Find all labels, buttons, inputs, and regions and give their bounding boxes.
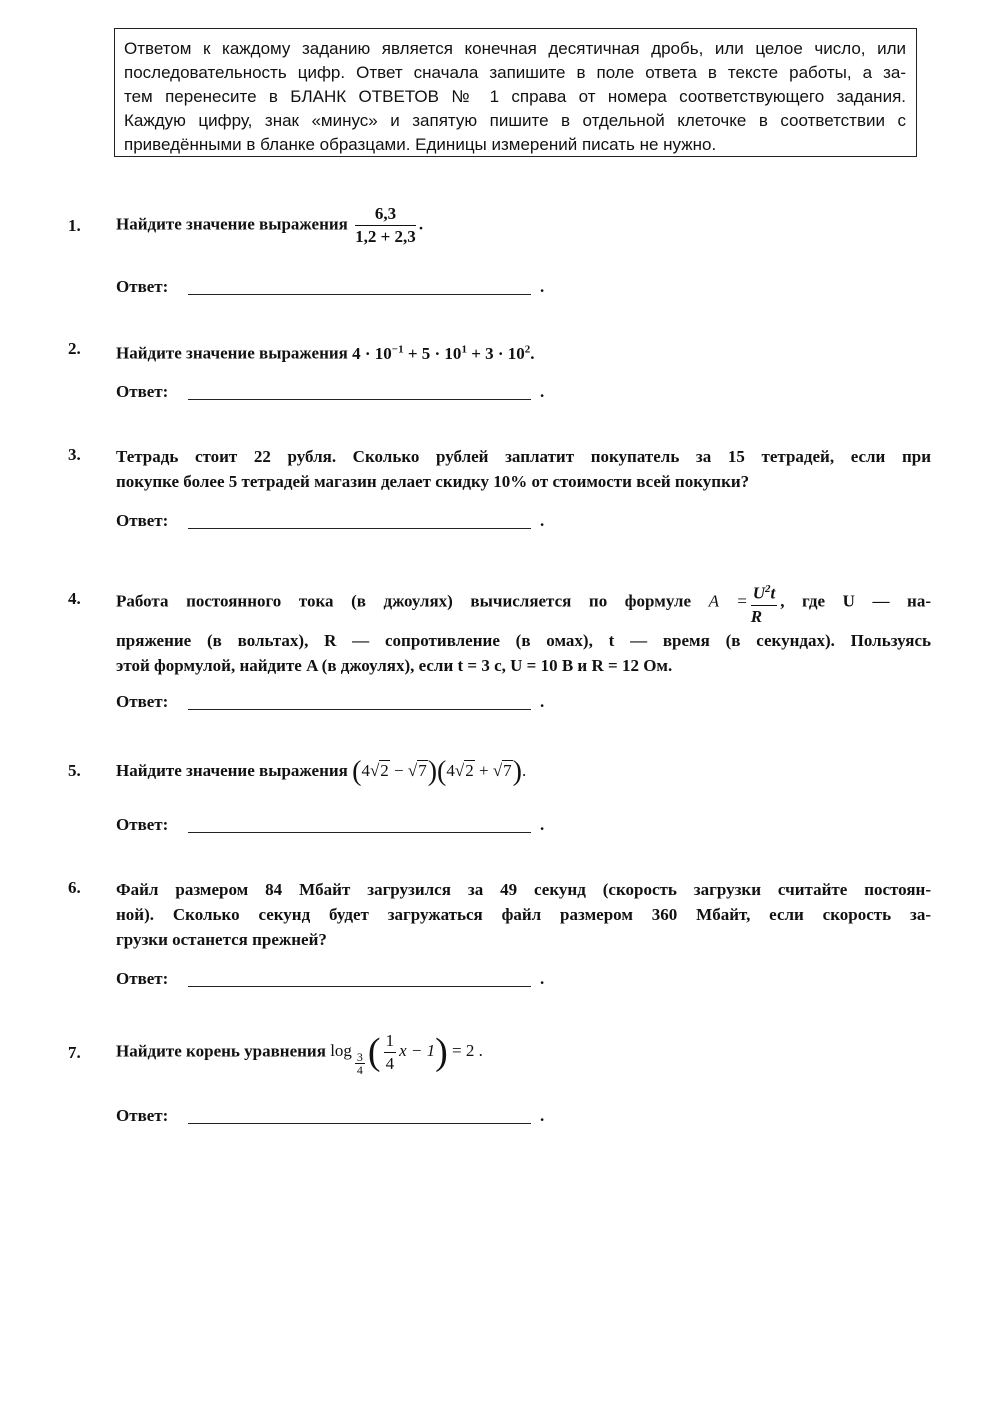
inner-denominator: 4 [385, 1054, 395, 1073]
log-fn: log [330, 1041, 352, 1061]
task-text: Найдите корень уравнения [116, 1041, 326, 1061]
paren: ( [352, 756, 362, 788]
expr-part: − [389, 761, 408, 780]
log-base-denominator: 4 [356, 1063, 363, 1078]
paren: )( [427, 756, 447, 788]
expr-part: 4 [361, 761, 370, 780]
answer-field[interactable] [116, 815, 545, 835]
task-line [116, 578, 931, 628]
paren: ( [367, 1031, 381, 1074]
answer-field[interactable] [116, 382, 545, 402]
task-line: пряжение (в вольтах), R — сопротивление (в омах), t — время (в секундах). Пользуясь [116, 630, 931, 650]
formula-var: t [770, 583, 776, 603]
expr-part: + 5 · 10 [403, 343, 462, 363]
log-expression [330, 1031, 483, 1078]
formula-numerator [751, 578, 778, 606]
expression: (4√2 − √7)(4√2 + √7). [352, 756, 527, 788]
task-line: Файл размером 84 Мбайт загрузился за 49 секунд (скорость загрузки считайте постоян- [116, 880, 931, 899]
expression [352, 344, 534, 363]
task-line: Тетрадь стоит 22 рубля. Сколько рублей заплатит покупатель за 15 тетрадей, если при [116, 447, 931, 466]
formula-denominator: R [750, 606, 763, 626]
task-number: 4. [68, 589, 81, 608]
answer-end: . [540, 382, 545, 401]
answer-label: Ответ: [116, 815, 169, 834]
exponent: 2 [764, 583, 771, 595]
answer-line[interactable] [188, 709, 531, 710]
instructions-line: Ответом к каждому заданию является конечная десятичная дробь, или целое число, или [124, 39, 906, 58]
exponent: 2 [524, 343, 531, 355]
answer-line[interactable] [188, 1123, 531, 1124]
fraction-numerator: 6,3 [355, 203, 416, 226]
answer-field[interactable] [116, 511, 545, 531]
answer-line[interactable] [188, 528, 531, 529]
paren: ) [512, 756, 522, 788]
instructions-line: последовательность цифр. Ответ сначала запишите в поле ответа в тексте работы, а за- [124, 63, 906, 82]
answer-line[interactable] [188, 294, 531, 295]
answer-end: . [540, 692, 545, 711]
formula-lhs: A = [708, 591, 748, 611]
instructions-line: приведёнными в бланке образцами. Единицы измерений писать не нужно. [124, 135, 717, 154]
task-text: , где U — на- [780, 591, 931, 611]
task-line: покупке более 5 тетрадей магазин делает скидку 10% от стоимости всей покупки? [116, 472, 750, 491]
answer-label: Ответ: [116, 969, 169, 988]
task-number: 1. [68, 216, 81, 235]
instructions-box [114, 28, 917, 157]
task-question [116, 444, 931, 494]
log-base-numerator: 3 [356, 1050, 363, 1065]
answer-field[interactable] [116, 692, 545, 712]
task-text: Работа постоянного тока (в джоулях) вычисляется по формуле [116, 591, 691, 611]
task-line: грузки останется прежней? [116, 930, 327, 949]
fraction-denominator: 1,2 + 2,3 [355, 227, 416, 246]
answer-field[interactable] [116, 1106, 545, 1126]
answer-end: . [540, 511, 545, 530]
log-base [355, 1051, 365, 1076]
expr-part: . [530, 343, 535, 363]
answer-end: . [540, 815, 545, 834]
task-question [116, 756, 931, 788]
formula-fraction [751, 578, 778, 628]
task-question [116, 877, 931, 952]
answer-label: Ответ: [116, 277, 169, 296]
task-number: 6. [68, 878, 81, 897]
task-line: ной). Сколько секунд будет загружаться файл размером 360 Мбайт, если скорость за- [116, 905, 931, 924]
task-question [116, 203, 931, 248]
task-question [116, 578, 931, 678]
expr-part: + 3 · 10 [466, 343, 525, 363]
expr-part: 4 [446, 761, 455, 780]
task-number: 5. [68, 761, 81, 780]
task-number: 7. [68, 1043, 81, 1062]
inner-numerator: 1 [384, 1030, 397, 1053]
expr-part: 4 · 10 [352, 343, 392, 363]
answer-end: . [540, 969, 545, 988]
exponent: 1 [461, 343, 467, 355]
answer-line[interactable] [188, 832, 531, 833]
answer-label: Ответ: [116, 382, 169, 401]
radicand: 7 [503, 761, 512, 780]
expr-part: . [522, 761, 527, 780]
answer-line[interactable] [188, 986, 531, 987]
equation-rhs: = 2 . [452, 1041, 483, 1061]
answer-end: . [540, 277, 545, 296]
task-text: Найдите значение выражения [116, 343, 348, 363]
task-line: этой формулой, найдите A (в джоулях), если t = 3 с, U = 10 В и R = 12 Ом. [116, 655, 673, 675]
instructions-line: Каждую цифру, знак «минус» и запятую пишите в отдельной клеточке в соответствии с [124, 111, 906, 130]
task-text: Найдите значение выражения [116, 214, 348, 234]
answer-field[interactable] [116, 277, 545, 297]
task-question [116, 337, 931, 366]
radicand: 7 [418, 761, 427, 780]
inner-fraction [384, 1030, 397, 1075]
instructions-line: тем перенесите в БЛАНК ОТВЕТОВ № 1 справа от номера соответствующего задания. [124, 87, 906, 106]
task-number: 3. [68, 445, 81, 464]
answer-label: Ответ: [116, 692, 169, 711]
answer-field[interactable] [116, 969, 545, 989]
formula-var: U [752, 583, 765, 603]
radicand: 2 [465, 761, 474, 780]
answer-label: Ответ: [116, 1106, 169, 1125]
task-end: . [418, 214, 424, 234]
task-text: Найдите значение выражения [116, 761, 348, 780]
exponent: −1 [391, 343, 404, 355]
expr-part: + [474, 761, 493, 780]
answer-label: Ответ: [116, 511, 169, 530]
task-number: 2. [68, 339, 81, 358]
inner-rest: x − 1 [399, 1041, 436, 1061]
radicand: 2 [380, 761, 389, 780]
paren: ) [435, 1031, 448, 1074]
task-question [116, 1030, 931, 1076]
fraction [355, 203, 416, 248]
answer-end: . [540, 1106, 545, 1125]
answer-line[interactable] [188, 399, 531, 400]
